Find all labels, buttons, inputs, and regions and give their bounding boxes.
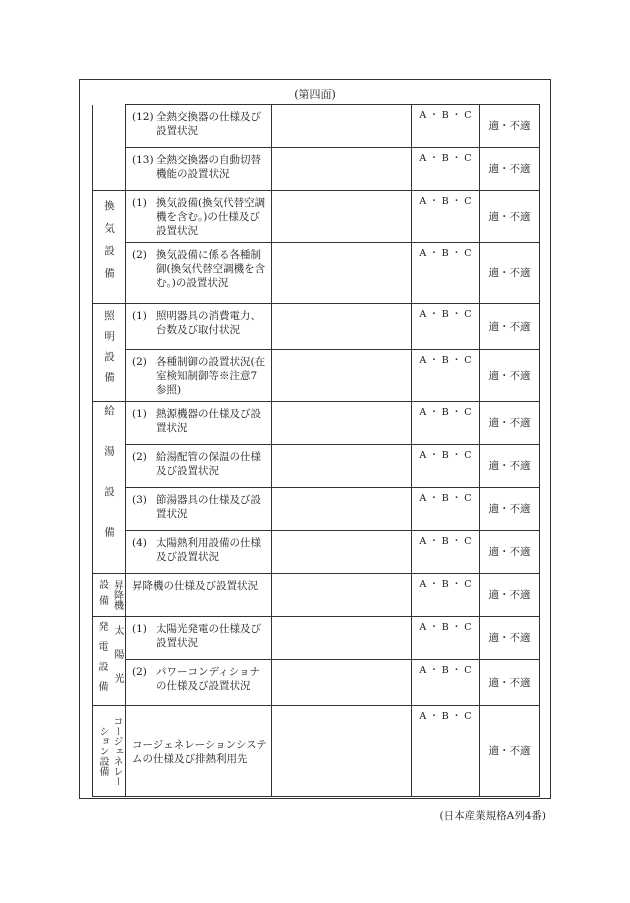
item-text: 太陽光発電の仕様及び設置状況 <box>156 623 261 649</box>
item-cell <box>126 617 272 660</box>
item-text: パワーコンディショナの仕様及び設置状況 <box>156 666 260 692</box>
standard-note: (日本産業規格A列4番) <box>439 810 546 822</box>
table-row <box>93 105 540 148</box>
notes-cell[interactable] <box>272 402 412 445</box>
item-text: 節湯器具の仕様及び設置状況 <box>156 494 261 520</box>
category-cell-continued <box>93 105 126 191</box>
table-row <box>93 706 540 797</box>
judgement-options[interactable]: 適・不適 <box>480 191 540 243</box>
notes-cell[interactable] <box>272 660 412 706</box>
item-number: (12) <box>132 111 154 123</box>
judgement-options[interactable]: 適・不適 <box>480 706 540 797</box>
table-row <box>93 574 540 617</box>
item-number: (2) <box>132 451 147 463</box>
item-text: 全熱交換器の自動切替機能の設置状況 <box>156 154 261 180</box>
judgement-options[interactable]: 適・不適 <box>480 105 540 148</box>
item-cell <box>126 574 272 617</box>
item-text: コージェネレーションシステムの仕様及び排熱利用先 <box>132 738 267 765</box>
item-number: (3) <box>132 494 147 506</box>
category-hot-water: 給湯設備 <box>93 402 126 574</box>
item-cell <box>126 488 272 531</box>
table-row <box>93 304 540 350</box>
grade-options[interactable]: A ・ B ・ C <box>412 706 480 797</box>
item-number: (1) <box>132 310 147 322</box>
table-row <box>93 350 540 402</box>
item-text: 照明器具の消費電力、台数及び取付状況 <box>156 310 261 336</box>
table-row <box>93 445 540 488</box>
item-number: (1) <box>132 623 147 635</box>
item-number: (2) <box>132 356 147 368</box>
item-text: 昇降機の仕様及び設置状況 <box>132 580 258 592</box>
judgement-options[interactable]: 適・不適 <box>480 660 540 706</box>
judgement-options[interactable]: 適・不適 <box>480 445 540 488</box>
table-row <box>93 531 540 574</box>
notes-cell[interactable] <box>272 617 412 660</box>
notes-cell[interactable] <box>272 488 412 531</box>
item-number: (4) <box>132 537 147 549</box>
item-cell <box>126 402 272 445</box>
item-cell <box>126 243 272 304</box>
category-cogeneration: コージェネレー ション設備 <box>93 706 126 797</box>
notes-cell[interactable] <box>272 531 412 574</box>
judgement-options[interactable]: 適・不適 <box>480 531 540 574</box>
table-row <box>93 402 540 445</box>
notes-cell[interactable] <box>272 105 412 148</box>
table-row <box>93 191 540 243</box>
notes-cell[interactable] <box>272 706 412 797</box>
item-text: 換気設備に係る各種制御(換気代替空調機を含む。)の設置状況 <box>156 249 266 289</box>
notes-cell[interactable] <box>272 445 412 488</box>
category-elevator: 昇降機 設備 <box>93 574 126 617</box>
judgement-options[interactable]: 適・不適 <box>480 617 540 660</box>
notes-cell[interactable] <box>272 148 412 191</box>
inspection-table <box>92 104 540 797</box>
grade-options[interactable]: A ・ B ・ C <box>412 574 480 617</box>
item-cell <box>126 304 272 350</box>
item-number: (2) <box>132 666 147 678</box>
judgement-options[interactable]: 適・不適 <box>480 148 540 191</box>
item-text: 各種制御の設置状況(在室検知制御等※注意7参照) <box>156 356 266 396</box>
table-row <box>93 148 540 191</box>
table-row <box>93 243 540 304</box>
item-text: 全熱交換器の仕様及び設置状況 <box>156 111 261 137</box>
item-number: (1) <box>132 408 147 420</box>
item-cell <box>126 148 272 191</box>
grade-options[interactable]: A ・ B ・ C <box>412 191 480 243</box>
judgement-options[interactable]: 適・不適 <box>480 243 540 304</box>
grade-options[interactable]: A ・ B ・ C <box>412 660 480 706</box>
grade-options[interactable]: A ・ B ・ C <box>412 617 480 660</box>
notes-cell[interactable] <box>272 243 412 304</box>
item-cell <box>126 191 272 243</box>
item-number: (2) <box>132 249 147 261</box>
notes-cell[interactable] <box>272 191 412 243</box>
item-text: 太陽熱利用設備の仕様及び設置状況 <box>156 537 261 563</box>
table-row <box>93 660 540 706</box>
grade-options[interactable]: A ・ B ・ C <box>412 350 480 402</box>
item-cell <box>126 660 272 706</box>
category-solar: 太陽光 発電設備 <box>93 617 126 706</box>
item-cell <box>126 445 272 488</box>
item-text: 熱源機器の仕様及び設置状況 <box>156 408 261 434</box>
table-row <box>93 617 540 660</box>
item-text: 換気設備(換気代替空調機を含む。)の仕様及び設置状況 <box>156 197 266 237</box>
judgement-options[interactable]: 適・不適 <box>480 304 540 350</box>
grade-options[interactable]: A ・ B ・ C <box>412 243 480 304</box>
notes-cell[interactable] <box>272 574 412 617</box>
item-cell <box>126 706 272 797</box>
category-lighting: 照明設備 <box>93 304 126 402</box>
judgement-options[interactable]: 適・不適 <box>480 574 540 617</box>
page-label: (第四面) <box>294 88 336 101</box>
judgement-options[interactable]: 適・不適 <box>480 488 540 531</box>
grade-options[interactable]: A ・ B ・ C <box>412 531 480 574</box>
judgement-options[interactable]: 適・不適 <box>480 350 540 402</box>
grade-options[interactable]: A ・ B ・ C <box>412 402 480 445</box>
judgement-options[interactable]: 適・不適 <box>480 402 540 445</box>
item-cell <box>126 105 272 148</box>
item-number: (1) <box>132 197 147 209</box>
item-cell <box>126 531 272 574</box>
grade-options[interactable]: A ・ B ・ C <box>412 445 480 488</box>
grade-options[interactable]: A ・ B ・ C <box>412 488 480 531</box>
notes-cell[interactable] <box>272 350 412 402</box>
grade-options[interactable]: A ・ B ・ C <box>412 304 480 350</box>
table-row <box>93 488 540 531</box>
item-cell <box>126 350 272 402</box>
grade-options[interactable]: A ・ B ・ C <box>412 148 480 191</box>
item-text: 給湯配管の保温の仕様及び設置状況 <box>156 451 261 477</box>
category-ventilation: 換気設備 <box>93 191 126 304</box>
notes-cell[interactable] <box>272 304 412 350</box>
item-number: (13) <box>132 154 154 166</box>
grade-options[interactable]: A ・ B ・ C <box>412 105 480 148</box>
